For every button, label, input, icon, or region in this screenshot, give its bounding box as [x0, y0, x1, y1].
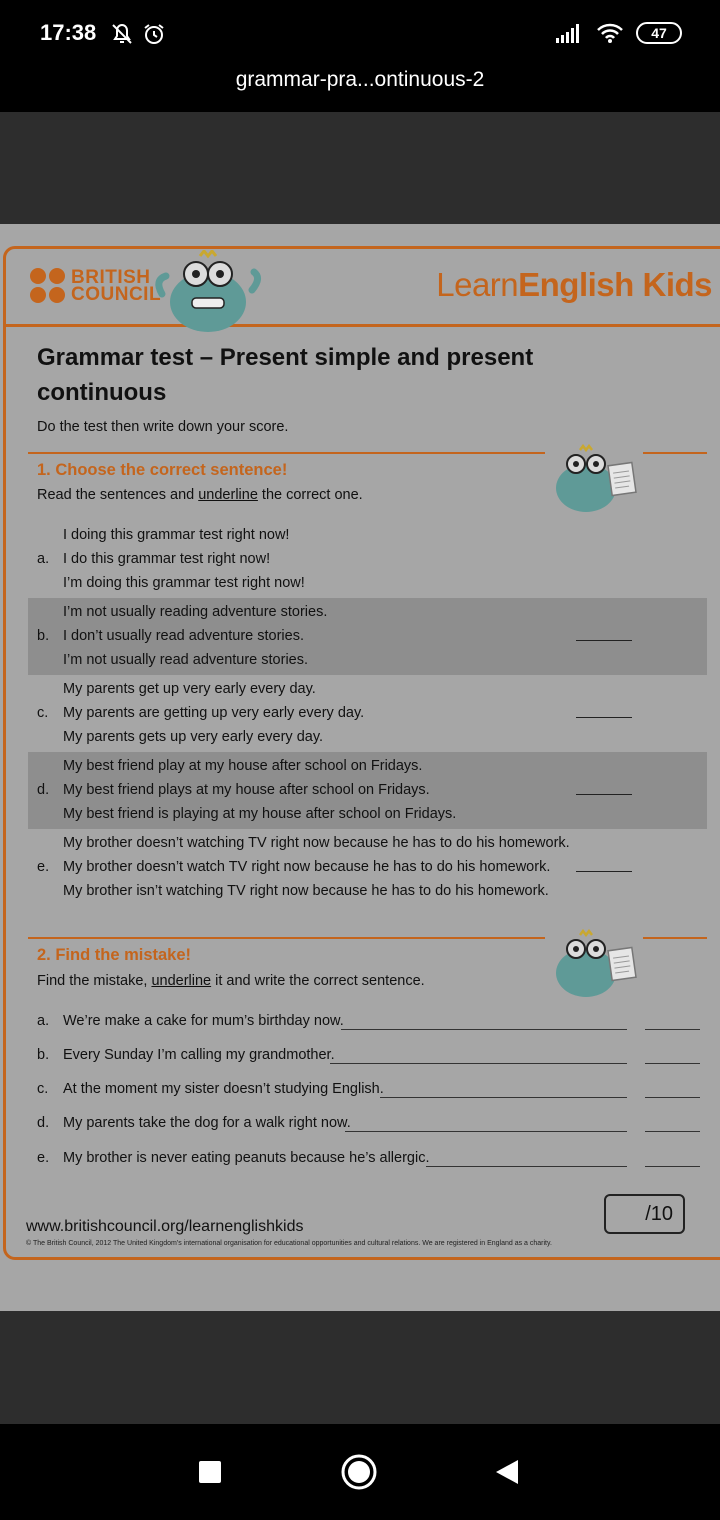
section2-divider	[28, 937, 545, 939]
answer-option[interactable]: My brother isn’t watching TV right now because he has to do his homework.	[63, 883, 549, 899]
recents-button[interactable]	[188, 1450, 232, 1494]
answer-option[interactable]: My parents are getting up very early every day.	[63, 705, 365, 721]
battery-indicator: 47	[636, 22, 682, 44]
section1-divider	[28, 452, 545, 454]
mistake-sentence[interactable]: We’re make a cake for mum’s birthday now.	[63, 1013, 344, 1029]
score-blank	[645, 1131, 700, 1132]
mistake-letter: e.	[37, 1150, 50, 1166]
answer-option[interactable]: My best friend is playing at my house after school on Fridays.	[63, 806, 457, 822]
section2-title: 2. Find the mistake!	[37, 946, 192, 964]
score-blank	[576, 717, 632, 718]
score-blank	[645, 1029, 700, 1030]
question-letter: a.	[37, 551, 50, 567]
back-button[interactable]	[485, 1450, 529, 1494]
answer-line[interactable]	[345, 1131, 627, 1132]
mistake-row	[28, 1146, 707, 1170]
score-blank	[576, 794, 632, 795]
answer-option[interactable]: I’m not usually reading adventure stories.	[63, 604, 328, 620]
answer-option[interactable]: I doing this grammar test right now!	[63, 527, 290, 543]
answer-option[interactable]: My brother doesn’t watching TV right now because he has to do his homework.	[63, 835, 570, 851]
org-name-line1: BRITISH	[71, 266, 151, 288]
org-name-line2: COUNCIL	[71, 283, 162, 305]
answer-option[interactable]: I do this grammar test right now!	[63, 551, 271, 567]
answer-option[interactable]: I’m not usually read adventure stories.	[63, 652, 309, 668]
score-blank	[645, 1097, 700, 1098]
answer-option[interactable]: I don’t usually read adventure stories.	[63, 628, 304, 644]
document-page[interactable]	[0, 224, 720, 1311]
square-icon	[198, 1460, 222, 1484]
signal-icon	[556, 22, 584, 44]
question-row	[28, 598, 707, 675]
section1-instructions: Read the sentences and underline the correct one.	[37, 487, 363, 503]
learnenglish-kids-logo	[436, 266, 712, 304]
home-button[interactable]	[337, 1450, 381, 1494]
mistake-row	[28, 1077, 707, 1101]
question-letter: e.	[37, 859, 50, 875]
section1-title: 1. Choose the correct sentence!	[37, 461, 288, 479]
mistake-sentence[interactable]: At the moment my sister doesn’t studying English.	[63, 1081, 384, 1097]
alarm-icon	[142, 22, 166, 46]
question-letter: c.	[37, 705, 49, 721]
page-title: Grammar test – Present simple and present continuous	[37, 344, 534, 406]
brand-light: Learn	[436, 266, 519, 303]
mistake-sentence[interactable]: My parents take the dog for a walk right now.	[63, 1115, 351, 1131]
answer-line[interactable]	[426, 1166, 627, 1167]
question-row	[28, 829, 707, 906]
question-row	[28, 521, 707, 598]
score-blank	[645, 1166, 700, 1167]
back-triangle-icon	[494, 1458, 520, 1486]
section2-divider-right	[643, 937, 707, 939]
footer-url: www.britishcouncil.org/learnenglishkids	[26, 1218, 304, 1235]
question-letter: d.	[37, 782, 50, 798]
question-letter: b.	[37, 628, 50, 644]
score-blank	[645, 1063, 700, 1064]
mistake-letter: d.	[37, 1115, 50, 1131]
footer-copyright: © The British Council, 2012 The United Kingdom’s international organisation for educational opportunities and cultural relations. We are registered in England as a charity.	[26, 1240, 552, 1247]
page-subtitle: Do the test then write down your score.	[37, 419, 289, 435]
document-title-bar	[0, 70, 720, 112]
brand-bold: English Kids	[518, 266, 712, 303]
section2-instructions: Find the mistake, underline it and write the correct sentence.	[37, 973, 425, 989]
score-box: /10	[604, 1194, 685, 1234]
mistake-row	[28, 1111, 707, 1135]
header-divider	[3, 324, 720, 327]
mistake-sentence[interactable]: Every Sunday I’m calling my grandmother.	[63, 1047, 335, 1063]
mistake-letter: a.	[37, 1013, 50, 1029]
home-circle-icon	[339, 1452, 379, 1492]
answer-option[interactable]: My parents get up very early every day.	[63, 681, 316, 697]
answer-line[interactable]	[341, 1029, 627, 1030]
document-filename: grammar-pra...ontinuous-2	[235, 68, 485, 91]
mistake-row	[28, 1043, 707, 1067]
answer-line[interactable]	[330, 1063, 627, 1064]
monster-mascot-icon	[152, 250, 264, 332]
british-council-logo	[30, 268, 161, 303]
answer-option[interactable]: My parents gets up very early every day.	[63, 729, 324, 745]
question-row	[28, 675, 707, 752]
mistake-letter: b.	[37, 1047, 50, 1063]
mistake-letter: c.	[37, 1081, 49, 1097]
status-time: 17:38	[40, 20, 97, 45]
answer-option[interactable]: My best friend play at my house after school on Fridays.	[63, 758, 423, 774]
answer-option[interactable]: My best friend plays at my house after school on Fridays.	[63, 782, 430, 798]
answer-option[interactable]: I’m doing this grammar test right now!	[63, 575, 305, 591]
monster-reading-icon	[550, 444, 640, 514]
score-blank	[576, 640, 632, 641]
bell-muted-icon	[110, 22, 134, 46]
monster-reading-icon-2	[550, 929, 640, 999]
mistake-row	[28, 1009, 707, 1033]
status-bar	[0, 0, 720, 70]
score-blank	[576, 871, 632, 872]
navigation-bar	[0, 1424, 720, 1520]
bc-dots-icon	[30, 268, 65, 303]
mistake-sentence[interactable]: My brother is never eating peanuts because he’s allergic.	[63, 1150, 430, 1166]
answer-line[interactable]	[380, 1097, 627, 1098]
answer-option[interactable]: My brother doesn’t watch TV right now because he has to do his homework.	[63, 859, 551, 875]
section1-divider-right	[643, 452, 707, 454]
question-row	[28, 752, 707, 829]
wifi-icon	[596, 22, 624, 44]
